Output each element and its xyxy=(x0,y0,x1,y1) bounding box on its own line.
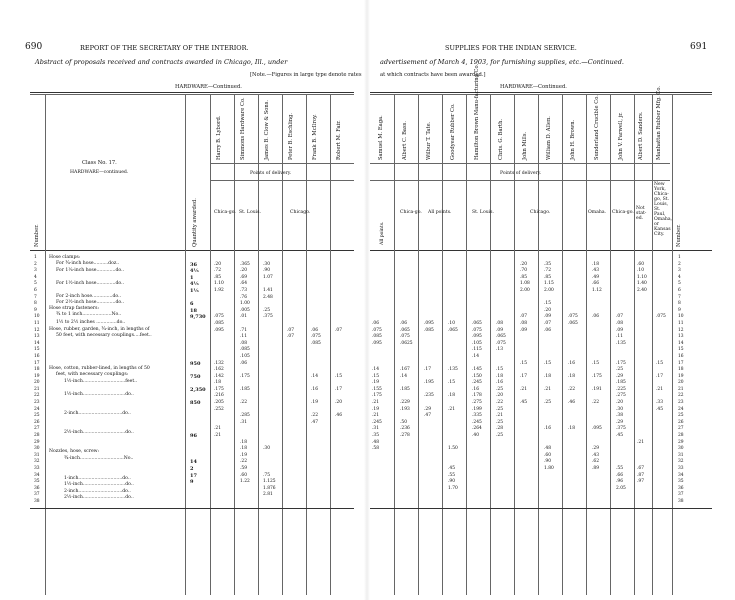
right-bidder-4: Hamilton Brown Manu-facturing Co. xyxy=(474,63,480,160)
right-bidder-10: John V. Farwell, jr. xyxy=(618,112,624,160)
left-point-2: Chicago. xyxy=(290,210,311,215)
left-vrule xyxy=(234,95,235,595)
right-col-eaga: .06 .075 .085 .095 .14 .15 .19 .155 .175 .21 .19 .21 .245 .31 .35 .48 .58 xyxy=(372,320,382,452)
left-col-simmons: .365 .20 .69 .64 .73 .76 1.00 .005 .01 .71 .11 .08 .085 .105 .06 .175 .185 .22 .285 .31 .18 .18 .19 .22 .59 .60 1.22 xyxy=(240,261,250,485)
item-row: 1½-inch.............................feet.. xyxy=(64,379,138,384)
left-col-fair: .07 .15 .17 .20 .46 xyxy=(335,327,342,419)
left-class-label: Class No. 17. xyxy=(82,160,117,166)
item-row: Nozzles, hose, screw: xyxy=(49,449,100,454)
right-page-number: 691 xyxy=(690,42,708,52)
right-point-7: Not stat-ed. xyxy=(636,206,647,221)
left-col-lybord: .20 .72 .85 1.10 1.92 .075 .085 .095 .132 .162 .142 .18 .175 .216 .205 .252 .21 .21 xyxy=(214,261,224,439)
right-vrule xyxy=(442,95,443,595)
left-point-0: Chica-go. xyxy=(214,210,236,215)
left-number-header: Number. xyxy=(34,224,40,247)
item-row: 1½-inch.............................do.. xyxy=(64,392,134,397)
item-row: 1½-inch.............................do.. xyxy=(64,482,134,487)
item-row: Hose strap fasteners: xyxy=(49,306,99,311)
right-col-farwell: .07 .08 .09 .11 .135 .175 .25 .29 .185 .225 .275 .20 .30 .38 .29 .375 .45 .55 .66 .96 2.05 xyxy=(616,314,626,491)
right-row-numbers: 1 2 3 4 5 6 7 8 9 10 11 12 13 14 15 16 17 18 19 20 21 22 23 24 25 26 27 28 29 30 31 32 33 34 35 36 37 38 xyxy=(678,255,684,504)
right-note: at which contracts have been awarded.] xyxy=(380,72,486,78)
right-header-rule xyxy=(370,250,712,251)
right-bidder-2: Wilbur T. Tate. xyxy=(426,121,432,160)
left-bidder-5: Robert M. Fair. xyxy=(336,120,342,160)
item-row: ¾ to 1 inch....................No.. xyxy=(56,312,122,317)
item-row: 2½-inch.............................do.. xyxy=(64,430,134,435)
item-row: feet, with necessary couplings: xyxy=(56,372,129,377)
right-vrule xyxy=(562,95,563,595)
right-col-brown: .075 .065 .16 .18 .22 .46 .18 xyxy=(568,314,578,432)
right-number-header: Number. xyxy=(676,224,682,247)
right-vrule xyxy=(490,95,491,595)
left-points-label: Points of delivery. xyxy=(250,171,292,176)
item-row: Hose clamps: xyxy=(49,255,81,260)
right-bidder-12: Manhattan Rubber Mfg. Co. xyxy=(656,85,662,160)
right-bidder-rule xyxy=(370,163,670,164)
right-col-barth: .08 .09 .065 .075 .13 .15 .18 .16 .25 .20 .22 .25 .21 .25 .28 .25 xyxy=(496,320,506,439)
right-vrule xyxy=(418,95,419,595)
left-section-title: HARDWARE—Continued. xyxy=(175,84,242,90)
item-row: For ¾-inch hose..........doz.. xyxy=(56,261,120,266)
left-bidder-1: Simmons Hardware Co. xyxy=(240,97,246,160)
right-vrule xyxy=(610,95,611,595)
right-point-1: Chica-go. xyxy=(400,210,422,215)
right-col-mills: .20 .70 .85 1.08 2.00 .07 .08 .09 .15 .17 .21 .45 xyxy=(520,261,530,406)
left-class-sub: HARDWARE—continued. xyxy=(70,170,129,175)
right-col-allen: .35 .72 .85 1.15 2.00 .15 .20 .09 .07 .06 .15 .18 .21 .25 .16 .48 .60 .90 1.80 xyxy=(544,261,554,471)
item-row: 1-inch..............................do.. xyxy=(64,476,131,481)
left-col-clow: .30 .90 1.07 1.41 2.48 .25 .375 .30 .75 1.125 1.876 2.81 xyxy=(263,261,276,498)
left-abstract-title: Abstract of proposals received and contracts awarded in Chicago, Ill., under xyxy=(35,58,288,66)
item-row: 2-inch..............................do.. xyxy=(64,489,131,494)
right-points-label: Points of delivery. xyxy=(500,171,542,176)
right-point-2: All points. xyxy=(428,210,452,215)
left-col-eschling: .07 .07 xyxy=(287,327,294,340)
right-bidder-9: Sunderland Crucible Co. xyxy=(594,95,600,160)
left-running-head: REPORT OF THE SECRETARY OF THE INTERIOR. xyxy=(80,44,249,52)
left-vrule xyxy=(210,95,211,595)
right-abstract-title: advertisement of March 4, 1903, for furnishing supplies, etc.—Continued. xyxy=(380,58,624,66)
right-col-sanders: .60 .10 1.10 1.40 2.40 .21 .67 .87 .97 xyxy=(637,261,647,485)
right-vrule xyxy=(514,95,515,595)
item-row: For 2½-inch hose.............do.. xyxy=(56,300,125,305)
book-gutter xyxy=(364,0,370,600)
left-bottom-rule xyxy=(30,508,354,509)
right-vrule xyxy=(394,95,395,595)
right-bidder-5: Chris. G. Barth. xyxy=(498,118,504,160)
item-row: For 2-inch hose..............do.. xyxy=(56,294,122,299)
left-vrule xyxy=(306,95,307,595)
item-row: 2-inch..............................do.. xyxy=(64,411,131,416)
right-point-8: New York, Chica-go, St. Louis, St. Paul, Omaha, or Kansas City. xyxy=(654,182,673,237)
left-bidder-3: Peter B. Eschling. xyxy=(288,112,294,160)
right-bottom-rule xyxy=(370,508,712,509)
left-bidder-2: James B. Clow & Sons. xyxy=(264,99,270,160)
right-bidder-6: John Mills. xyxy=(522,131,528,160)
left-bidder-0: Harry B. Lybord. xyxy=(216,115,222,160)
right-col-hamilton: .065 .075 .095 .105 .115 .14 .145 .150 .245 .16 .178 .275 .199 .335 .245 .264 .40 xyxy=(472,320,482,439)
left-vrule xyxy=(185,95,186,595)
left-page-number: 690 xyxy=(25,42,43,52)
right-vrule xyxy=(586,95,587,595)
right-bidder-1: Albert C. Bass. xyxy=(402,121,408,160)
right-vrule xyxy=(672,95,673,595)
right-running-head: SUPPLIES FOR THE INDIAN SERVICE. xyxy=(445,44,577,52)
left-col-mcilroy: .06 .075 .085 .14 .16 .19 .22 .47 xyxy=(311,327,321,425)
left-vrule xyxy=(45,95,46,595)
item-row: 50 feet, with necessary couplings....feet.. xyxy=(56,333,152,338)
right-point-3: St. Louis. xyxy=(472,210,494,215)
left-quantity-header: Quantity awarded. xyxy=(192,198,198,247)
left-row-numbers: 1 2 3 4 5 6 7 8 9 10 11 12 13 14 15 16 17 18 19 20 21 22 23 24 25 26 27 28 29 30 31 32 33 34 35 36 37 38 xyxy=(34,255,40,504)
right-point-5: Omaha. xyxy=(588,210,607,215)
item-row: Hose, rubber, garden, ¾-inch, in lengths of xyxy=(49,327,150,332)
left-point-1: St. Louis. xyxy=(239,210,261,215)
left-bidder-rule xyxy=(210,163,354,164)
left-vrule xyxy=(258,95,259,595)
right-vrule xyxy=(634,95,635,595)
item-row: ¾-inch..............................No.. xyxy=(64,456,134,461)
right-points-rule xyxy=(370,180,670,181)
left-bidder-4: Frank B. McIlroy. xyxy=(312,114,318,160)
left-points-rule xyxy=(210,180,354,181)
right-vrule xyxy=(538,95,539,595)
right-bidder-0: Samuel M. Eaga. xyxy=(378,115,384,160)
right-vrule xyxy=(652,95,653,595)
right-col-tate: .095 .085 .17 .195 .235 .29 .47 xyxy=(424,320,434,419)
right-col-goodyear: .10 .065 .135 .15 .18 .21 1.50 .45 .55 .90 1.70 xyxy=(448,320,458,491)
right-bidder-11: Albert D. Sanders. xyxy=(638,111,644,160)
right-col-sunderland: .18 .43 .49 .66 1.12 .06 .15 .175 .191 .22 .095 .29 .43 .62 .89 xyxy=(592,261,602,471)
right-bidder-3: Goodyear Rubber Co. xyxy=(450,103,456,160)
left-vrule xyxy=(330,95,331,595)
right-point-0: All points. xyxy=(380,221,385,245)
right-col-bass: .06 .065 .075 .0625 .167 .14 .185 .229 .193 .50 .236 .278 xyxy=(400,320,413,439)
item-row: For 1¼-inch hose.............do.. xyxy=(56,268,125,273)
left-note: [Note.—Figures in large type denote rates xyxy=(250,72,362,78)
left-quantity-column: 36 4⅓ 1 4⅓ 1⅓ 6 18 9,730 950 750 2,350 850 96 14 2 17 9 xyxy=(190,261,206,486)
item-row: Hose, cotton, rubber-lined, in lengths of 50 xyxy=(49,366,150,371)
right-col-manhattan: .075 .15 .17 .21 .33 .45 xyxy=(656,314,666,412)
right-point-6: Chica-go. xyxy=(612,210,634,215)
item-row: For 1½-inch hose.............do.. xyxy=(56,281,125,286)
item-row: 1½ to 2½ inches ..............do.. xyxy=(56,320,126,325)
item-row: 2½-inch.............................do.. xyxy=(64,495,134,500)
right-section-title: HARDWARE—Continued. xyxy=(500,84,567,90)
right-point-4: Chicago. xyxy=(530,210,551,215)
right-vrule xyxy=(466,95,467,595)
left-vrule xyxy=(282,95,283,595)
left-top-rule xyxy=(30,92,354,93)
right-bidder-7: William D. Allen. xyxy=(546,116,552,160)
right-bidder-8: John H. Brown. xyxy=(570,119,576,160)
